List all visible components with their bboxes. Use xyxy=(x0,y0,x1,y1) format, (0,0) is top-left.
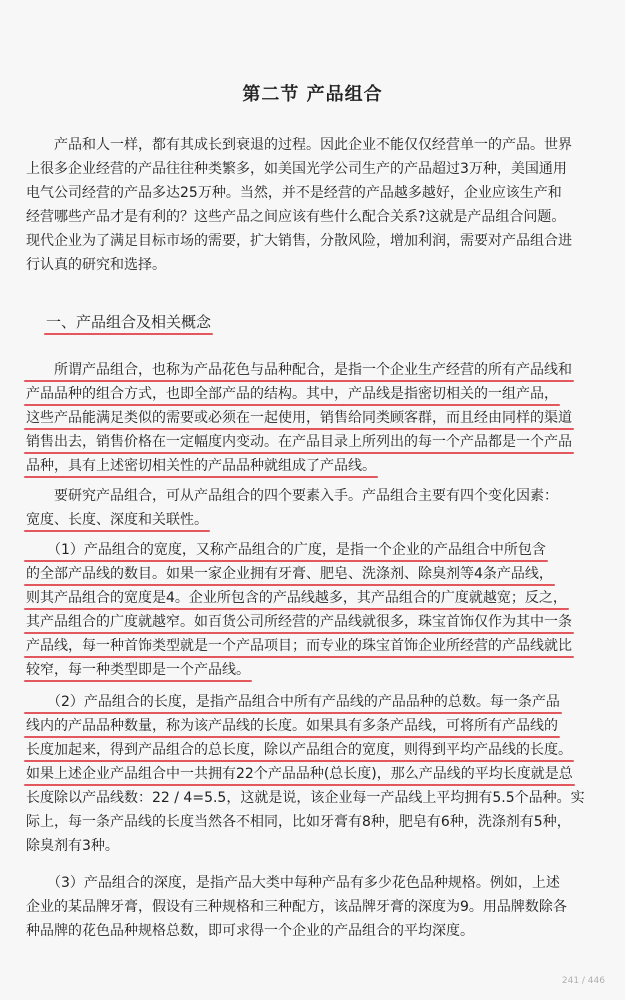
underlined-line: 其产品组合的广度就越窄。如百货公司所经营的产品线就很多，珠宝首饰仅作为其中一条 xyxy=(26,614,572,630)
factors-paragraph xyxy=(26,484,606,532)
text-line: 电气公司经营的产品多达25万种。当然，并不是经营的产品越多越好，企业应该生产和 xyxy=(26,185,562,201)
text-line: 产品和人一样，都有其成长到衰退的过程。因此企业不能仅仅经营单一的产品。世界 xyxy=(26,137,572,153)
underlined-line: 则其产品组合的宽度是4。企业所包含的产品线越多，其产品组合的广度就越宽；反之， xyxy=(26,590,567,606)
page-indicator: 241 / 446 xyxy=(561,976,605,986)
intro-paragraph xyxy=(26,133,606,277)
page-title: 第二节 产品组合 xyxy=(242,84,383,105)
text-line: 除臭剂有3种。 xyxy=(26,838,119,854)
text-line: 企业的某品牌牙膏，假设有三种规格和三种配方，该品牌牙膏的深度为9。用品牌数除各 xyxy=(26,899,567,915)
width-paragraph xyxy=(26,538,606,682)
underlined-line: 长度加起来，得到产品组合的总长度，除以产品组合的宽度，则得到平均产品线的长度。 xyxy=(26,742,572,758)
definition-paragraph xyxy=(26,358,606,478)
underlined-line: 线内的产品品种数量，称为该产品线的长度。如果具有多条产品线，可将所有产品线的 xyxy=(26,718,558,734)
underlined-line: 宽度、长度、深度和关联性。 xyxy=(26,512,208,528)
text-line: 行认真的研究和选择。 xyxy=(26,257,166,273)
text-line: 现代企业为了满足目标市场的需要，扩大销售，分散风险，增加利润，需要对产品组合进 xyxy=(26,233,572,249)
underlined-line: （1）产品组合的宽度，又称产品组合的广度，是指一个企业的产品组合中所包含 xyxy=(26,542,546,558)
underlined-line: 产品线，每一种首饰类型就是一个产品项目；而专业的珠宝首饰企业所经营的产品线就比 xyxy=(26,638,572,654)
length-paragraph xyxy=(26,690,606,858)
text-line: 际上，每一条产品线的长度当然各不相同，比如牙膏有8种，肥皂有6种，洗涤剂有5种， xyxy=(26,814,571,830)
text-line: 长度除以产品线数：22 / 4=5.5，这就是说，该企业每一产品线上平均拥有5.5个品种。实 xyxy=(26,790,585,806)
section-heading xyxy=(46,310,211,334)
underlined-line: 较窄，每一种类型即是一个产品线。 xyxy=(26,662,250,678)
section-heading-text: 一、产品组合及相关概念 xyxy=(46,313,212,331)
text-line: （3）产品组合的深度，是指产品大类中每种产品有多少花色品种规格。例如，上述 xyxy=(26,875,560,891)
underlined-line: 所谓产品组合，也称为产品花色与品种配合，是指一个企业生产经营的所有产品线和 xyxy=(26,362,572,378)
text-line: 经营哪些产品才是有利的？这些产品之间应该有些什么配合关系?这就是产品组合问题。 xyxy=(26,209,566,225)
text-line: 上很多企业经营的产品往往种类繁多，如美国光学公司生产的产品超过3万种，美国通用 xyxy=(26,161,567,177)
underlined-line: 品种，具有上述密切相关性的产品品种就组成了产品线。 xyxy=(26,458,376,474)
depth-paragraph xyxy=(26,871,606,943)
text-line: 要研究产品组合，可从产品组合的四个要素入手。产品组合主要有四个变化因素： xyxy=(26,488,558,504)
underlined-line: 如果上述企业产品组合中一共拥有22个产品品种(总长度)，那么产品线的平均长度就是总 xyxy=(26,766,573,782)
underlined-line: 这些产品能满足类似的需要或必须在一起使用，销售给同类顾客群，而且经由同样的渠道 xyxy=(26,410,572,426)
underlined-line: 的全部产品线的数目。如果一家企业拥有牙膏、肥皂、洗涤剂、除臭剂等4条产品线， xyxy=(26,566,553,582)
text-line: 种品牌的花色品种规格总数，即可求得一个企业的产品组合的平均深度。 xyxy=(26,923,474,939)
underlined-line: 产品品种的组合方式，也即全部产品的结构。其中，产品线是指密切相关的一组产品， xyxy=(26,386,558,402)
underlined-line: 销售出去，销售价格在一定幅度内变动。在产品目录上所列出的每一个产品都是一个产品 xyxy=(26,434,572,450)
underlined-line: （2）产品组合的长度，是指产品组合中所有产品线的产品品种的总数。每一条产品 xyxy=(26,694,560,710)
